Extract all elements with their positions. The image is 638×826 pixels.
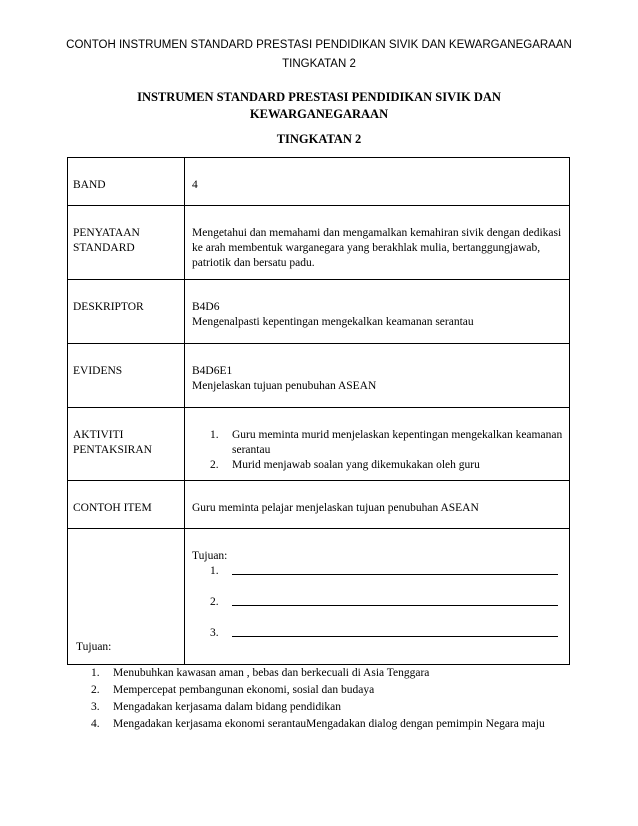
list-item [91,716,566,733]
answer-key-heading: Tujuan: [76,641,112,653]
table-row-penyataan-standard [68,206,570,280]
penyataan-standard-value: Mengetahui dan memahami dan mengamalkan kemahiran sivik dengan dedikasi ke arah membentuk warganegara yang berakhlak mulia, bertanggungjawab, patriotik dan bersatu padu. [185,206,570,280]
document-subtitle: TINGKATAN 2 [276,132,362,146]
list-number: 2. [210,459,219,471]
instrument-table [67,157,570,665]
answer-key-section [76,639,566,733]
deskriptor-text: Mengenalpasti kepentingan mengekalkan keamanan serantau [192,316,474,328]
band-label: BAND [68,158,185,206]
list-number: 3. [210,627,219,639]
blank-answer-field [232,595,558,606]
header-line-1: CONTOH INSTRUMEN STANDARD PRESTASI PENDIDIKAN SIVIK DAN KEWARGANEGARAAN [66,39,572,51]
contoh-item-value: Guru meminta pelajar menjelaskan tujuan penubuhan ASEAN [185,481,570,529]
evidens-code: B4D6E1 [192,365,233,377]
evidens-cell [185,344,570,408]
list-number: 2. [91,684,100,696]
list-number: 1. [91,667,100,679]
list-text: Menubuhkan kawasan aman , bebas dan berkecuali di Asia Tenggara [113,667,430,679]
list-number: 1. [210,565,219,577]
contoh-item-label: CONTOH ITEM [68,481,185,529]
list-number: 4. [91,718,100,730]
list-text: Mempercepat pembangunan ekonomi, sosial dan budaya [113,684,375,696]
aktiviti-pentaksiran-label: AKTIVITI PENTAKSIRAN [68,408,185,481]
deskriptor-code: B4D6 [192,301,220,313]
table-row-evidens [68,344,570,408]
answer-key-list [76,665,566,733]
list-item [91,699,566,716]
list-item [210,458,563,473]
blank-answer-field [232,626,558,637]
document-header [0,36,638,74]
list-number: 1. [210,429,219,441]
tujuan-answer-lines [192,564,563,641]
list-text: Murid menjawab soalan yang dikemukakan oleh guru [232,459,480,471]
deskriptor-label: DESKRIPTOR [68,280,185,344]
answer-line [210,564,563,579]
list-item [91,665,566,682]
list-number: 3. [91,701,100,713]
evidens-label: EVIDENS [68,344,185,408]
penyataan-standard-label: PENYATAAN STANDARD [68,206,185,280]
blank-answer-field [232,564,558,575]
answer-line [210,595,563,610]
list-text: Mengadakan kerjasama ekonomi serantauMengadakan dialog dengan pemimpin Negara maju [113,718,545,730]
band-value: 4 [185,158,570,206]
list-number: 2. [210,596,219,608]
document-title: INSTRUMEN STANDARD PRESTASI PENDIDIKAN SIVIK DAN KEWARGANEGARAAN [137,90,501,121]
list-text: Mengadakan kerjasama dalam bidang pendidikan [113,701,342,713]
aktiviti-list [192,428,563,473]
tujuan-heading: Tujuan: [192,550,228,562]
aktiviti-pentaksiran-cell [185,408,570,481]
table-row-aktiviti-pentaksiran [68,408,570,481]
header-line-2: TINGKATAN 2 [282,58,356,70]
table-row-contoh-item [68,481,570,529]
deskriptor-cell [185,280,570,344]
list-item [210,428,563,458]
table-row-band [68,158,570,206]
list-item [91,682,566,699]
list-text: Guru meminta murid menjelaskan kepentingan mengekalkan keamanan serantau [232,429,563,456]
table-row-deskriptor [68,280,570,344]
evidens-text: Menjelaskan tujuan penubuhan ASEAN [192,380,377,392]
